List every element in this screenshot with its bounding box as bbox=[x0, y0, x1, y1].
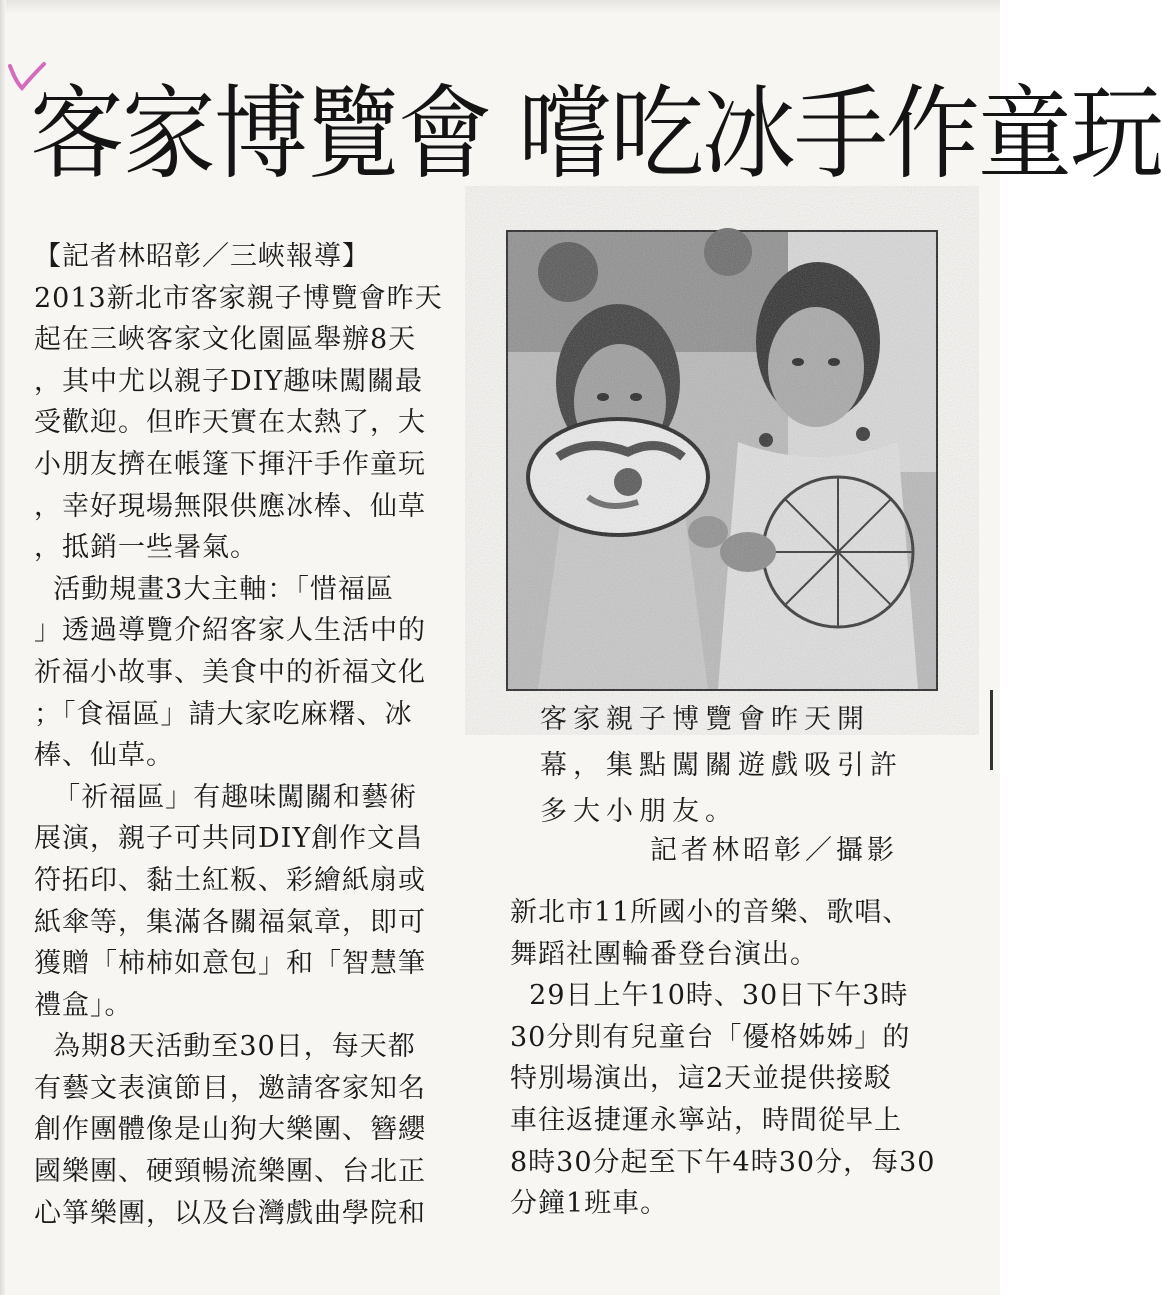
text-line: 展演，親子可共同DIY創作文昌 bbox=[34, 823, 424, 855]
text-line: 紙傘等，集滿各關福氣章，即可 bbox=[34, 906, 426, 938]
text-line: 幕，集點闖關遊戲吸引許 bbox=[540, 750, 903, 781]
text-line: 小朋友擠在帳篷下揮汗手作童玩 bbox=[34, 448, 426, 480]
article-left-column bbox=[34, 236, 474, 1234]
text-line: 特別場演出，這2天並提供接駁 bbox=[510, 1063, 893, 1095]
news-photo bbox=[506, 230, 938, 691]
text-line: 為期8天活動至30日，每天都 bbox=[34, 1031, 416, 1063]
text-line: ，幸好現場無限供應冰棒、仙草 bbox=[34, 490, 426, 522]
text-line: 「祈福區」有趣味闖關和藝術 bbox=[34, 781, 418, 813]
text-line: 8時30分起至下午4時30分，每30 bbox=[510, 1146, 936, 1178]
article-right-column bbox=[510, 892, 950, 1225]
text-line: 」透過導覽介紹客家人生活中的 bbox=[34, 615, 426, 647]
text-line: 分鐘1班車。 bbox=[510, 1188, 669, 1220]
scan-top-edge bbox=[0, 0, 1000, 14]
text-line: 新北市11所國小的音樂、歌唱、 bbox=[510, 897, 911, 928]
scan-left-edge bbox=[0, 0, 6, 1295]
text-line: 起在三峽客家文化園區舉辦8天 bbox=[34, 324, 417, 356]
text-line: 多大小朋友。 bbox=[540, 796, 738, 827]
text-line: 車往返捷運永寧站，時間從早上 bbox=[510, 1104, 902, 1136]
text-line: 2013新北市客家親子博覽會昨天 bbox=[34, 282, 443, 314]
photo-credit: 記者林昭彰／攝影 bbox=[650, 835, 898, 866]
text-line: 受歡迎。但昨天實在太熱了，大 bbox=[34, 407, 426, 439]
text-line: ；「食福區」請大家吃麻糬、冰 bbox=[34, 698, 413, 730]
text-line: 活動規畫3大主軸：「惜福區 bbox=[34, 573, 394, 605]
text-line: 禮盒」。 bbox=[34, 989, 133, 1021]
scan-edge-mark bbox=[990, 690, 993, 770]
text-line: 【記者林昭彰／三峽報導】 bbox=[34, 241, 370, 272]
text-line: 29日上午10時、30日下午3時 bbox=[510, 980, 909, 1012]
text-line: 30分則有兒童台「優格姊姊」的 bbox=[510, 1021, 911, 1053]
headline: 客家博覽會 嚐吃冰手作童玩 bbox=[30, 76, 1162, 194]
text-line: 符拓印、黏土紅粄、彩繪紙扇或 bbox=[34, 864, 426, 896]
text-line: 棒、仙草。 bbox=[34, 740, 174, 772]
text-line: ，抵銷一些暑氣。 bbox=[34, 532, 258, 564]
text-line: 舞蹈社團輪番登台演出。 bbox=[510, 938, 818, 970]
text-line: 獲贈「柿柿如意包」和「智慧筆 bbox=[34, 948, 426, 980]
text-line: 心箏樂團，以及台灣戲曲學院和 bbox=[34, 1197, 426, 1229]
text-line: 創作團體像是山狗大樂團、簪纓 bbox=[34, 1114, 426, 1146]
text-line: 祈福小故事、美食中的祈福文化 bbox=[34, 656, 426, 688]
photo-caption bbox=[540, 697, 940, 835]
text-line: 客家親子博覽會昨天開 bbox=[540, 704, 870, 735]
text-line: 國樂團、硬頸暢流樂團、台北正 bbox=[34, 1156, 426, 1188]
text-line: ，其中尤以親子DIY趣味闖關最 bbox=[34, 365, 424, 397]
text-line: 有藝文表演節目，邀請客家知名 bbox=[34, 1072, 426, 1104]
